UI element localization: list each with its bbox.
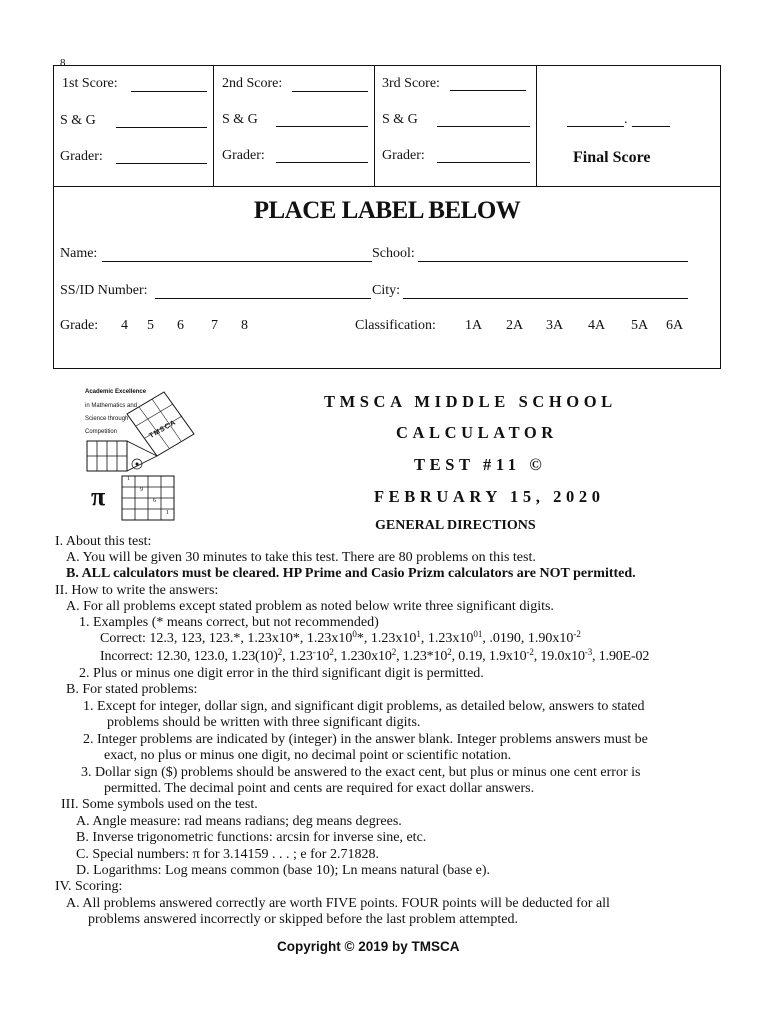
- incorrect-text-2: , 1.23: [282, 649, 313, 664]
- logo-grid-digit-3: 6: [153, 498, 156, 504]
- logo-line-4: Competition: [85, 429, 118, 435]
- item-ii-b-3b: permitted. The decimal point and cents are required for exact dollar answers.: [104, 781, 535, 796]
- grade-option-8[interactable]: 8: [241, 318, 248, 333]
- second-score-field[interactable]: [292, 91, 368, 92]
- class-option-3a[interactable]: 3A: [546, 318, 564, 333]
- item-ii-b-2b: exact, no plus or minus one digit, no decimal point or scientific notation.: [104, 748, 512, 763]
- item-iv-a-1: A. All problems answered correctly are worth FIVE points. FOUR points will be deducted for all: [66, 896, 610, 911]
- item-ii-b-2a: 2. Integer problems are indicated by (integer) in the answer blank. Integer problems answers must be: [83, 732, 648, 747]
- incorrect-exp-1b: -: [312, 647, 316, 657]
- item-iii-d: D. Logarithms: Log means common (base 10); Ln means natural (base e).: [76, 863, 491, 878]
- logo-line-1: Academic Excellence: [85, 389, 147, 395]
- incorrect-exp-6: -3: [584, 647, 593, 657]
- third-score-label: 3rd Score:: [382, 76, 440, 91]
- grade-label: Grade:: [60, 318, 99, 333]
- item-ii-b-1b: problems should be written with three significant digits.: [107, 715, 421, 730]
- title-line-4: FEBRUARY 15, 2020: [374, 487, 605, 506]
- item-i-b: B. ALL calculators must be cleared. HP Prime and Casio Prizm calculators are NOT permitted.: [66, 566, 636, 581]
- copyright: Copyright © 2019 by TMSCA: [277, 939, 460, 954]
- item-ii-a-1: 1. Examples (* means correct, but not recommended): [79, 615, 379, 630]
- first-score-label: 1st Score:: [62, 76, 118, 91]
- incorrect-text-3: , 1.230x10: [333, 649, 392, 664]
- logo-grid-digit-1: 1: [127, 476, 130, 482]
- incorrect-text-1: Incorrect: 12.30, 123.0, 1.23(10): [100, 649, 278, 664]
- first-score-field[interactable]: [131, 91, 207, 92]
- section-iv: IV. Scoring:: [55, 879, 123, 894]
- first-sg-field[interactable]: [116, 127, 207, 128]
- final-score-separator: .: [624, 112, 628, 127]
- logo-line-3: Science through: [85, 416, 129, 422]
- final-score-decimal-field[interactable]: [632, 126, 670, 127]
- item-ii-b-1a: 1. Except for integer, dollar sign, and significant digit problems, as detailed below, answers to stated: [83, 699, 645, 714]
- incorrect-text-5: , 0.19, 1.9x10: [451, 649, 527, 664]
- second-score-label: 2nd Score:: [222, 76, 283, 91]
- ssid-field[interactable]: [155, 298, 371, 299]
- incorrect-exp-5: -2: [526, 647, 534, 657]
- incorrect-exp-4: 2: [447, 647, 452, 657]
- correct-exp-2: 1: [416, 629, 421, 639]
- city-field[interactable]: [403, 298, 688, 299]
- section-ii: II. How to write the answers:: [55, 583, 219, 598]
- logo-line-2: in Mathematics and: [85, 403, 138, 409]
- title-line-2: CALCULATOR: [396, 423, 558, 442]
- item-iv-a-2: problems answered incorrectly or skipped before the last problem attempted.: [88, 912, 518, 927]
- score-table: [53, 65, 721, 187]
- title-line-1: TMSCA MIDDLE SCHOOL: [324, 392, 617, 411]
- logo-acronym: TMSCA: [148, 418, 178, 441]
- logo-pi: π: [91, 482, 106, 511]
- item-ii-a-2: 2. Plus or minus one digit error in the third significant digit is permitted.: [79, 666, 484, 681]
- item-ii-a: A. For all problems except stated problem as noted below write three significant digits.: [66, 599, 554, 614]
- name-label: Name:: [60, 246, 98, 261]
- incorrect-exp-1: 2: [277, 647, 283, 657]
- item-i-a: A. You will be given 30 minutes to take this test. There are 80 problems on this test.: [66, 550, 536, 565]
- second-sg-field[interactable]: [276, 126, 368, 127]
- school-label: School:: [372, 246, 415, 261]
- second-grader-label: Grader:: [222, 148, 265, 163]
- incorrect-text-7: , 1.90E-02: [592, 649, 650, 664]
- classification-label: Classification:: [355, 318, 436, 333]
- correct-text-3: , 1.23x10: [420, 631, 474, 646]
- directions-heading: GENERAL DIRECTIONS: [375, 518, 536, 533]
- section-iii: III. Some symbols used on the test.: [61, 797, 258, 812]
- city-label: City:: [372, 283, 401, 298]
- section-i: I. About this test:: [55, 534, 152, 549]
- correct-examples: [100, 631, 581, 647]
- correct-exp-4: -2: [573, 629, 581, 639]
- incorrect-exp-2: 2: [329, 647, 334, 657]
- correct-text-4: , .0190, 1.90x10: [482, 631, 574, 646]
- final-score-label: Final Score: [573, 149, 651, 166]
- grade-option-5[interactable]: 5: [147, 318, 154, 333]
- label-box: [53, 186, 721, 369]
- item-iii-b: B. Inverse trigonometric functions: arcsin for inverse sine, etc.: [76, 830, 427, 845]
- logo-grid-digit-4: 1: [166, 510, 169, 516]
- tmsca-logo: [82, 386, 227, 526]
- logo-grid-digit-2: 9: [140, 487, 143, 493]
- item-iii-c: C. Special numbers: π for 3.14159 . . . ; e for 2.71828.: [76, 847, 379, 862]
- third-sg-label: S & G: [382, 112, 418, 127]
- third-grader-field[interactable]: [437, 162, 530, 163]
- grade-option-4[interactable]: 4: [121, 318, 128, 333]
- third-sg-field[interactable]: [437, 126, 530, 127]
- grade-option-7[interactable]: 7: [211, 318, 218, 333]
- grade-option-6[interactable]: 6: [177, 318, 184, 333]
- title-line-3: TEST #11 ©: [414, 455, 547, 474]
- final-score-whole-field[interactable]: [567, 126, 624, 127]
- incorrect-exp-3: 2: [391, 647, 397, 657]
- first-grader-field[interactable]: [116, 163, 207, 164]
- incorrect-examples: [100, 649, 649, 665]
- third-grader-label: Grader:: [382, 148, 425, 163]
- second-grader-field[interactable]: [276, 162, 368, 163]
- item-iii-a: A. Angle measure: rad means radians; deg means degrees.: [76, 814, 402, 829]
- correct-text-1: Correct: 12.3, 123, 123.*, 1.23x10*, 1.23x10: [100, 631, 353, 646]
- class-option-2a[interactable]: 2A: [506, 318, 524, 333]
- item-ii-b-3a: 3. Dollar sign ($) problems should be answered to the exact cent, but plus or minus one cent error is: [81, 765, 641, 780]
- correct-text-2: *, 1.23x10: [356, 631, 417, 646]
- class-option-5a[interactable]: 5A: [631, 318, 649, 333]
- name-field[interactable]: [102, 261, 372, 262]
- incorrect-text-6: , 19.0x10: [533, 649, 585, 664]
- item-ii-b: B. For stated problems:: [66, 682, 198, 697]
- incorrect-text-4: , 1.23*10: [396, 649, 448, 664]
- class-option-1a[interactable]: 1A: [465, 318, 483, 333]
- class-option-4a[interactable]: 4A: [588, 318, 606, 333]
- correct-exp-3: 01: [473, 629, 483, 639]
- correct-exp-1: 0: [352, 629, 357, 639]
- second-sg-label: S & G: [222, 112, 258, 127]
- third-score-field[interactable]: [450, 90, 526, 91]
- class-option-6a[interactable]: 6A: [666, 318, 684, 333]
- first-sg-label: S & G: [60, 113, 96, 128]
- label-heading: PLACE LABEL BELOW: [253, 197, 521, 224]
- ssid-label: SS/ID Number:: [60, 283, 148, 298]
- corner-mark: 8: [60, 57, 66, 69]
- first-grader-label: Grader:: [60, 149, 103, 164]
- school-field[interactable]: [418, 261, 688, 262]
- incorrect-text-2b: 10: [315, 649, 330, 664]
